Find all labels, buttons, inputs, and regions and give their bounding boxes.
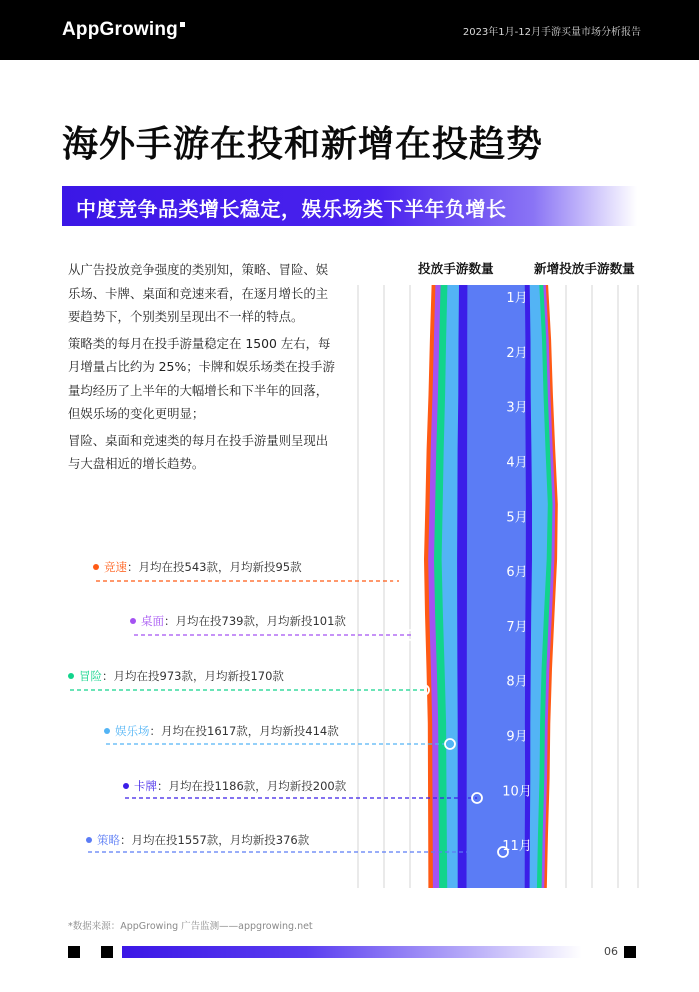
month-label-6: 7月 — [506, 619, 528, 635]
annotation-racing-text: 月均在投543款，月均新投95款 — [138, 560, 302, 574]
month-label-2: 3月 — [506, 400, 528, 416]
footer-gradient-bar — [122, 946, 582, 958]
annotation-casino-text: 月均在投1617款，月均新投414款 — [161, 724, 339, 738]
month-label-8: 9月 — [506, 729, 528, 745]
annotation-board-sep: ： — [164, 614, 176, 628]
month-label-0: 1月 — [506, 291, 528, 306]
paragraph-2: 策略类的每月在投手游量稳定在 1500 左右，每月增量占比约为 25%；卡牌和娱乐场类在投手游量均经历了上半年的大幅增长和下半年的回落，但娱乐场的变化更明显； — [68, 335, 335, 421]
annotation-card-name: 卡牌 — [134, 779, 157, 793]
annotation-casino-sep: ： — [149, 724, 161, 738]
legend-dot-adventure — [68, 673, 74, 679]
month-label-7: 8月 — [506, 674, 528, 690]
month-label-10: 11月 — [502, 839, 532, 855]
annotation-strategy-name: 策略 — [97, 833, 120, 847]
annotation-strategy — [86, 832, 309, 848]
legend-dot-casino — [104, 728, 110, 734]
month-label-11: 12月 — [502, 894, 532, 909]
annotation-casino-name: 娱乐场 — [115, 724, 150, 738]
annotation-board-text: 月均在投739款，月均新投101款 — [175, 614, 346, 628]
legend-dot-strategy — [86, 837, 92, 843]
annotation-card-text: 月均在投1186款，月均新投200款 — [168, 779, 347, 793]
data-source: *数据来源：AppGrowing 广告监测——appgrowing.net — [68, 921, 313, 932]
annotation-adventure — [68, 668, 284, 684]
annotation-casino — [104, 723, 339, 739]
page-title: 海外手游在投和新增在投趋势 — [62, 124, 544, 165]
month-label-3: 4月 — [506, 455, 528, 471]
annotation-strategy-text: 月均在投1557款，月均新投376款 — [131, 833, 310, 847]
month-label-4: 5月 — [506, 510, 528, 526]
annotation-racing — [93, 559, 302, 575]
annotation-strategy-sep: ： — [120, 833, 132, 847]
annotation-adventure-text: 月均在投973款，月均新投170款 — [113, 669, 284, 683]
banner-text: 中度竞争品类增长稳定，娱乐场类下半年负增长 — [76, 197, 507, 221]
page-number: 06 — [604, 945, 618, 958]
left-column-header: 投放手游数量 — [418, 261, 494, 276]
annotation-racing-sep: ： — [127, 560, 139, 574]
paragraph-1: 从广告投放竞争强度的类别知，策略、冒险、娱乐场、卡牌、桌面和竞速来看，在逐月增长的主要趋势下，个别类别呈现出不一样的特点。 — [68, 262, 329, 324]
footer-square-right — [624, 946, 636, 958]
annotation-adventure-name: 冒险 — [79, 669, 102, 683]
logo-text: AppGrowing — [62, 19, 178, 40]
footer-square-mid — [101, 946, 113, 958]
footer-square-left — [68, 946, 80, 958]
paragraph-3: 冒险、桌面和竞速类的每月在投手游量则呈现出与大盘相近的增长趋势。 — [68, 432, 329, 471]
annotation-adventure-sep: ： — [102, 669, 114, 683]
legend-dot-card — [123, 783, 129, 789]
report-title: 2023年1月-12月手游买量市场分析报告 — [462, 27, 641, 38]
right-column-header: 新增投放手游数量 — [534, 261, 635, 276]
month-label-9: 10月 — [502, 784, 532, 800]
legend-dot-racing — [93, 564, 99, 570]
annotation-board-name: 桌面 — [141, 614, 164, 628]
month-label-1: 2月 — [506, 345, 528, 361]
annotation-card-sep: ： — [157, 779, 169, 793]
annotation-board — [130, 613, 346, 629]
month-label-5: 6月 — [506, 565, 528, 581]
annotation-racing-name: 竞速 — [104, 560, 127, 574]
annotation-card — [123, 778, 346, 794]
legend-dot-board — [130, 618, 136, 624]
